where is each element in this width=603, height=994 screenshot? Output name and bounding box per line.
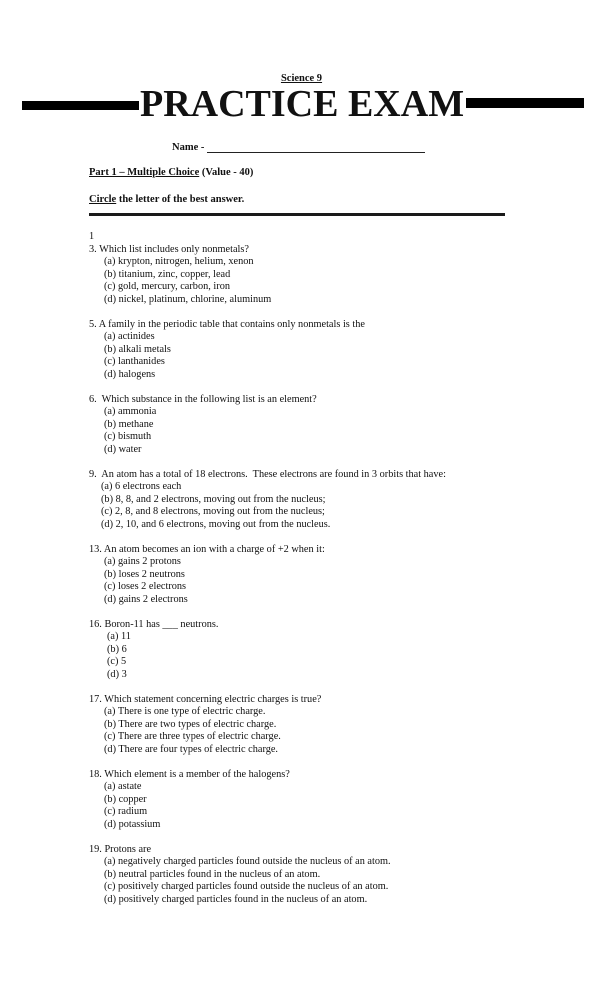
option-a[interactable]: (a) actinides <box>104 331 155 342</box>
instructions-verb: Circle <box>89 194 117 205</box>
question-stem: 6. Which substance in the following list is an element? <box>89 393 317 405</box>
question-stem: 17. Which statement concerning electric charges is true? <box>89 693 322 705</box>
option-d[interactable]: (d) positively charged particles found in the nucleus of an atom. <box>104 893 368 905</box>
question-3 <box>89 244 589 307</box>
option-a[interactable]: (a) There is one type of electric charge. <box>104 706 266 717</box>
option-c[interactable]: (c) 5 <box>107 656 127 667</box>
option-b[interactable]: (b) There are two types of electric charge. <box>104 718 277 730</box>
question-stem: 13. An atom becomes an ion with a charge of +2 when it: <box>89 543 325 555</box>
option-a[interactable]: (a) gains 2 protons <box>104 556 181 567</box>
option-d[interactable]: (d) nickel, platinum, chlorine, aluminum <box>104 293 272 305</box>
part-label: Part 1 – Multiple Choice <box>89 167 200 178</box>
question-6 <box>89 394 589 457</box>
subject-heading: Science 9 <box>280 73 323 84</box>
option-c[interactable]: (c) lanthanides <box>104 356 165 367</box>
question-13 <box>89 544 589 607</box>
option-a[interactable]: (a) 11 <box>107 631 131 642</box>
option-d[interactable]: (d) 2, 10, and 6 electrons, moving out from the nucleus. <box>101 518 331 530</box>
question-5 <box>89 319 589 382</box>
instructions-text: the letter of the best answer. <box>116 194 245 205</box>
question-16 <box>89 619 589 682</box>
option-b[interactable]: (b) copper <box>104 793 147 805</box>
option-b[interactable]: (b) alkali metals <box>104 343 171 355</box>
option-b[interactable]: (b) neutral particles found in the nucleus of an atom. <box>104 868 321 880</box>
option-c[interactable]: (c) 2, 8, and 8 electrons, moving out from the nucleus; <box>101 506 325 517</box>
part-heading <box>89 167 253 178</box>
question-stem: 5. A family in the periodic table that contains only nonmetals is the <box>89 318 365 330</box>
question-stem: 19. Protons are <box>89 843 152 855</box>
option-d[interactable]: (d) gains 2 electrons <box>104 593 188 605</box>
question-list <box>89 231 589 919</box>
name-field <box>172 141 425 153</box>
option-c[interactable]: (c) radium <box>104 806 148 817</box>
question-stem: 3. Which list includes only nonmetals? <box>89 243 249 255</box>
name-label: Name - <box>172 142 205 153</box>
question-18 <box>89 769 589 832</box>
page-number: 1 <box>89 231 95 242</box>
divider <box>89 213 505 216</box>
question-19 <box>89 844 589 907</box>
option-c[interactable]: (c) loses 2 electrons <box>104 581 187 592</box>
question-9 <box>89 469 589 532</box>
option-b[interactable]: (b) loses 2 neutrons <box>104 568 185 580</box>
page-title: PRACTICE EXAM <box>140 83 465 125</box>
option-d[interactable]: (d) halogens <box>104 368 156 380</box>
part-value: (Value - 40) <box>199 167 254 178</box>
option-a[interactable]: (a) krypton, nitrogen, helium, xenon <box>104 256 254 267</box>
option-b[interactable]: (b) 8, 8, and 2 electrons, moving out from the nucleus; <box>101 493 326 505</box>
option-c[interactable]: (c) There are three types of electric charge. <box>104 731 281 742</box>
title-bar-left <box>22 101 139 110</box>
question-17 <box>89 694 589 757</box>
option-d[interactable]: (d) There are four types of electric charge. <box>104 743 279 755</box>
question-stem: 16. Boron-11 has ___ neutrons. <box>89 618 219 630</box>
option-c[interactable]: (c) positively charged particles found outside the nucleus of an atom. <box>104 881 389 892</box>
option-a[interactable]: (a) 6 electrons each <box>101 481 182 492</box>
question-stem: 18. Which element is a member of the halogens? <box>89 768 290 780</box>
option-c[interactable]: (c) gold, mercury, carbon, iron <box>104 281 230 292</box>
instructions <box>89 194 244 205</box>
option-a[interactable]: (a) negatively charged particles found outside the nucleus of an atom. <box>104 856 391 867</box>
option-b[interactable]: (b) methane <box>104 418 154 430</box>
question-stem: 9. An atom has a total of 18 electrons. These electrons are found in 3 orbits that have: <box>89 468 446 480</box>
option-d[interactable]: (d) 3 <box>107 668 127 680</box>
option-d[interactable]: (d) potassium <box>104 818 161 830</box>
option-d[interactable]: (d) water <box>104 443 142 455</box>
title-bar-right <box>466 98 584 108</box>
option-c[interactable]: (c) bismuth <box>104 431 152 442</box>
option-b[interactable]: (b) titanium, zinc, copper, lead <box>104 268 231 280</box>
option-a[interactable]: (a) ammonia <box>104 406 157 417</box>
option-b[interactable]: (b) 6 <box>107 643 127 655</box>
option-a[interactable]: (a) astate <box>104 781 142 792</box>
name-blank-line[interactable] <box>207 141 425 153</box>
